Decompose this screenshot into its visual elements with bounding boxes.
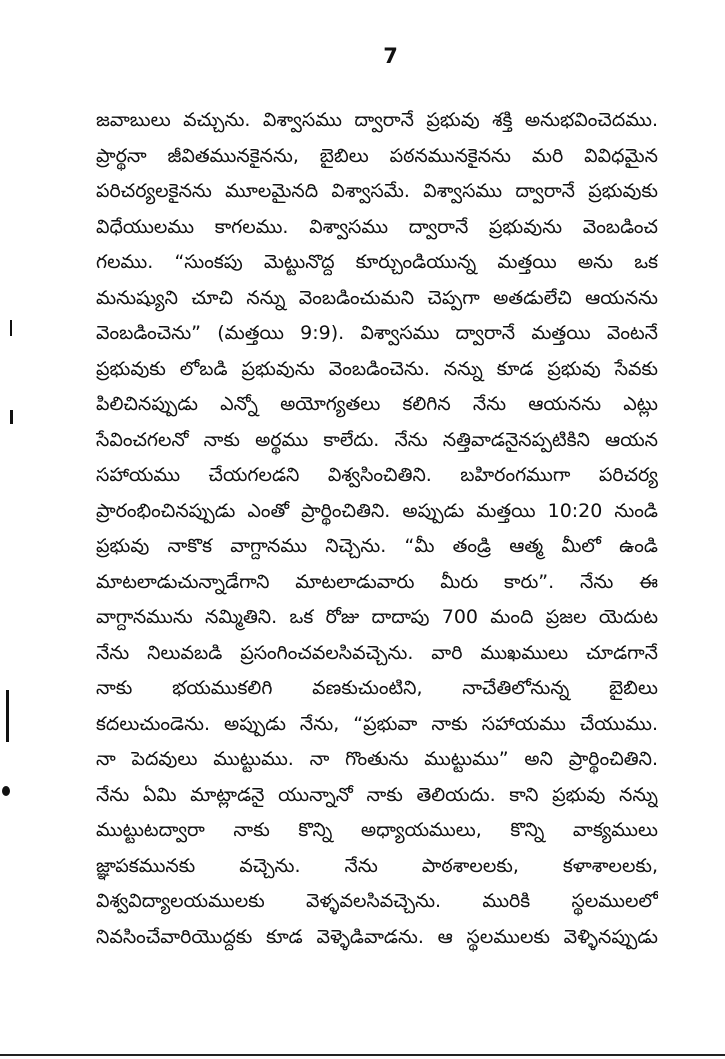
text-line: ప్రభువుకు లోబడి ప్రభువును వెంబడించెను. నన్ను కూడ ప్రభువు సేవకు: [96, 357, 658, 380]
text-line: సేవించగలనో నాకు అర్థము కాలేదు. నేను నత్తివాడనైనప్పటికిని ఆయన: [96, 428, 658, 451]
text-line: నాకు భయముకలిగి వణకుచుంటిని, నాచేతిలోనున్న బైబిలు: [96, 677, 658, 699]
text-line: నేను నిలువబడి ప్రసంగించవలసివచ్చెను. వారి ముఖములు చూడగానే: [96, 641, 658, 664]
text-line: పరిచర్యలకైనను మూలమైనది విశ్వాసమే. విశ్వాసము ద్వారానే ప్రభువుకు: [96, 180, 658, 202]
text-line: సహాయము చేయగలడని విశ్వసించితిని. బహిరంగముగా పరిచర్య: [96, 464, 658, 486]
body-text: [96, 103, 658, 955]
text-line: జ్ఞాపకమునకు వచ్చెను. నేను పాఠశాలలకు, కళాశాలలకు,: [96, 854, 658, 877]
text-line: గలము. “సుంకపు మెట్టునొద్ద కూర్చుండియున్న మత్తయి అను ఒక: [96, 251, 658, 273]
text-line: నివసించేవారియొద్దకు కూడ వెళ్ళెడివాడను. ఆ స్థలములకు వెళ్ళినప్పుడు: [96, 925, 658, 948]
text-line: పిలిచినప్పుడు ఎన్నో అయోగ్యతలు కలిగిన నేను ఆయనను ఎట్లు: [96, 393, 658, 415]
scan-margin-mark: [10, 320, 12, 336]
text-line: వెంబడించెను” (మత్తయి 9:9). విశ్వాసము ద్వారానే మత్తయి వెంటనే: [96, 322, 658, 344]
text-line: విశ్వవిద్యాలయములకు వెళ్ళవలసివచ్చెను. మురికి స్థలములలో: [96, 890, 658, 912]
text-line: ప్రభువు నాకొక వాగ్దానము నిచ్చెను. “మీ తండ్రి ఆత్మ మీలో ఉండి: [96, 535, 658, 557]
scan-margin-mark: [6, 690, 9, 742]
scan-margin-mark: [10, 410, 13, 424]
text-line: ప్రార్థనా జీవితమునకైనను, బైబిలు పఠనమునకైనను మరి వివిధమైన: [96, 144, 658, 167]
text-line: కదలుచుండెను. అప్పుడు నేను, “ప్రభువా నాకు సహాయము చేయుము.: [96, 712, 658, 735]
text-line: విధేయులము కాగలము. విశ్వాసము ద్వారానే ప్రభువును వెంబడించ: [96, 215, 658, 238]
text-line: మాటలాడుచున్నాడేగాని మాటలాడువారు మీరు కారు”. నేను ఈ: [96, 570, 658, 593]
text-line: ముట్టుటద్వారా నాకు కొన్ని అధ్యాయములు, కొన్ని వాక్యములు: [96, 819, 658, 841]
scan-margin-mark: [2, 786, 10, 796]
text-line: నేను ఏమి మాట్లాడనై యున్నానో నాకు తెలియదు. కాని ప్రభువు నన్ను: [96, 783, 658, 806]
page-number: 7: [383, 44, 398, 68]
text-line: మనుష్యుని చూచి నన్ను వెంబడించుమని చెప్పగా అతడులేచి ఆయనను: [96, 286, 658, 309]
scan-bottom-edge: [0, 1054, 725, 1056]
text-line: జవాబులు వచ్చును. విశ్వాసము ద్వారానే ప్రభువు శక్తి అనుభవించెదము.: [96, 109, 658, 131]
text-line: నా పెదవులు ముట్టుము. నా గొంతును ముట్టుము” అని ప్రార్థించితిని.: [96, 748, 658, 770]
text-line: ప్రారంభించినప్పుడు ఎంతో ప్రార్థించితిని. అప్పుడు మత్తయి 10:20 నుండి: [96, 499, 658, 522]
text-line: వాగ్దానమును నమ్మితిని. ఒక రోజు దాదాపు 700 మంది ప్రజల యెదుట: [96, 606, 658, 628]
